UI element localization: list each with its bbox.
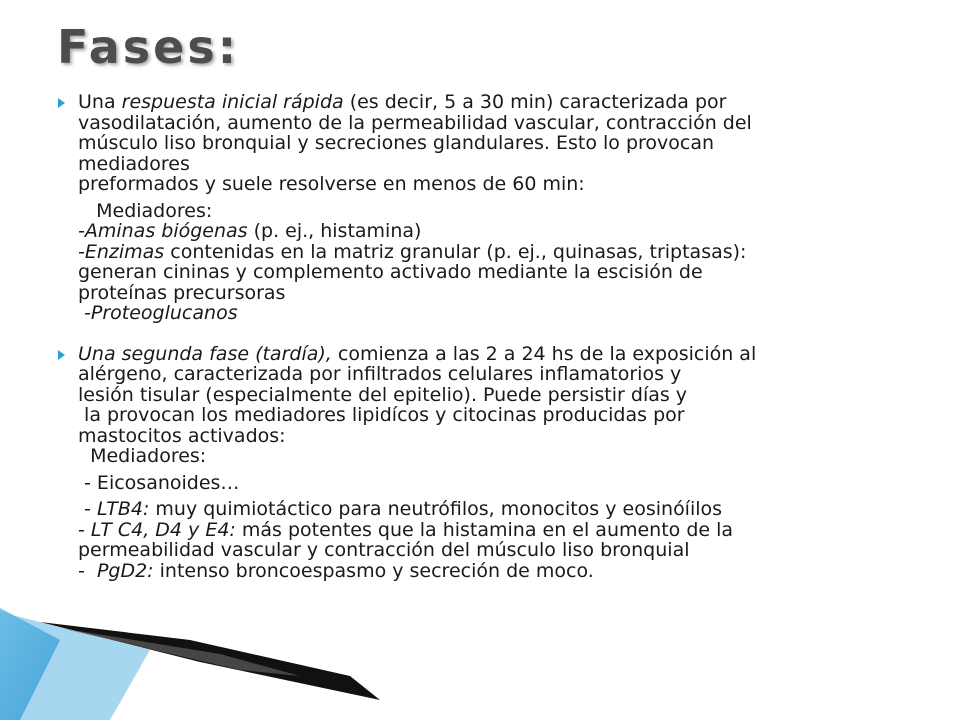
text-line: Una segunda fase (tardía), comienza a las 2 a 24 hs de la exposición al [78,342,757,365]
text-line: alérgeno, caracterizada por infiltrados celulares inflamatorios y [78,363,682,385]
text-line: preformados y suele resolverse en menos de 60 min: [78,173,585,195]
mediators-heading: Mediadores: [78,445,207,467]
text-line: - Eicosanoides… [78,471,240,494]
blue-corner-shape [0,608,60,720]
text-line: -Proteoglucanos [78,302,238,324]
text-line: mediadores [78,152,190,175]
bullet-paragraph-late-phase [58,344,938,582]
gray-swoosh-shape [60,628,300,676]
text-line: - PgD2: intenso broncoespasmo y secreción de moco. [78,559,594,582]
blue-band-shape [0,612,150,720]
text-line: - LTB4: muy quimiotáctico para neutrófilos, monocitos y eosinóíilos [78,498,723,520]
text-line: músculo liso bronquial y secreciones glandulares. Esto lo provocan [78,132,715,154]
arrow-bullet-icon [58,350,65,360]
text-line: lesión tisular (especialmente del epitelio). Puede persistir días y [78,383,688,406]
text-line: mastocitos activados: [78,424,286,447]
text-line: Una respuesta inicial rápida (es decir, 5 a 30 min) caracterizada por [78,91,727,113]
slide-body [58,92,938,581]
text-line: permeabilidad vascular y contracción del músculo liso bronquial [78,539,690,561]
arrow-bullet-icon [58,98,65,108]
slide-title: Fases: [57,20,240,74]
text-line: generan cininas y complemento activado mediante la escisión de [78,261,703,283]
text-line: -Aminas biógenas (p. ej., histamina) [78,220,422,242]
text-line: -Enzimas contenidas en la matriz granular (p. ej., quinasas, triptasas): [78,240,747,263]
bullet-paragraph-early-phase [58,92,938,324]
mediators-heading: Mediadores: [78,199,213,222]
text-line: proteínas precursoras [78,281,286,304]
text-line: - LT C4, D4 y E4: más potentes que la histamina en el aumento de la [78,518,734,541]
text-line: vasodilatación, aumento de la permeabilidad vascular, contracción del [78,111,752,134]
text-line: la provocan los mediadores lipidícos y citocinas producidas por [78,404,685,426]
black-swoosh-shape [40,622,380,700]
